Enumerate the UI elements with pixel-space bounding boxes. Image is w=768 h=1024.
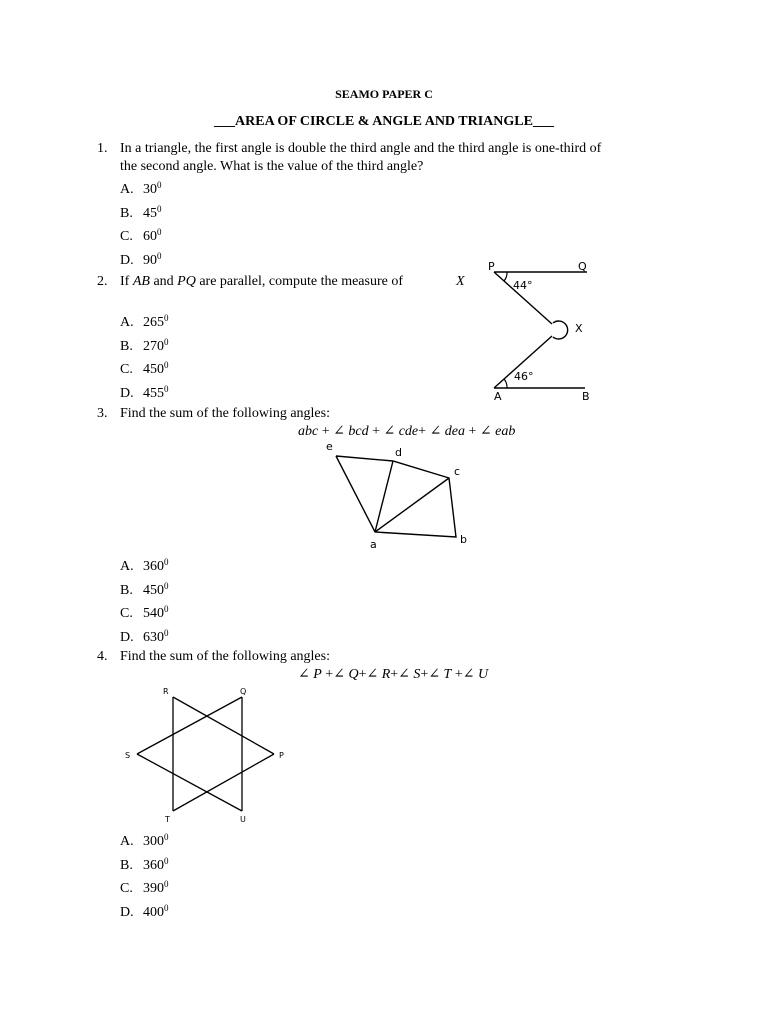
answer-options [120,828,169,922]
label-a: A [494,390,502,403]
paper-title: SEAMO PAPER C [335,87,433,101]
label-r: R [163,687,169,696]
label-u: U [240,815,246,824]
label-c: c [454,465,461,478]
label-46: 46° [514,370,534,383]
label-q: Q [578,260,587,273]
line-qs [137,697,242,754]
option-a[interactable]: A. $30^0$ [120,180,162,197]
question-text: If AB and PQ are parallel, compute the measure of [120,274,404,289]
angle-expression: ∠ P +∠ Q+∠ R+∠ S+∠ T +∠ U [298,667,489,682]
label-e: e [326,440,333,453]
label-b: b [460,533,467,546]
label-s: S [125,751,131,760]
label-t: T [165,815,170,824]
label-p: P [279,751,284,760]
label-b: B [582,390,590,403]
label-p: P [488,260,495,273]
variable-x: X [456,274,465,289]
question-number: 4. [97,649,108,664]
label-q: Q [240,687,247,696]
option-c[interactable]: C. $450^0$ [120,360,169,377]
label-44: 44° [513,279,533,292]
option-b[interactable]: B. $360^0$ [120,855,169,873]
question-number: 1. [97,141,108,156]
option-a[interactable]: A. $265^0$ [120,313,169,330]
option-a[interactable]: A. $300^0$ [120,832,169,849]
option-b[interactable]: B. $450^0$ [120,580,169,598]
question-text: Find the sum of the following angles: [120,649,330,664]
label-d: d [395,446,402,459]
question-text: Find the sum of the following angles: [120,406,330,421]
label-x: X [575,322,583,335]
question-text-line2: the second angle. What is the value of the third angle? [120,159,424,174]
line-su [137,754,242,811]
option-c[interactable]: C. $60^0$ [120,227,162,244]
option-b[interactable]: B. $270^0$ [120,336,169,354]
option-d[interactable]: D. $455^0$ [120,383,169,401]
question-text-line1: In a triangle, the first angle is double the third angle and the third angle is one-third of [120,141,602,156]
section-title: ___AREA OF CIRCLE & ANGLE AND TRIANGLE___ [214,114,554,129]
option-d[interactable]: D. $400^0$ [120,902,169,920]
option-c[interactable]: C. $540^0$ [120,604,169,621]
option-b[interactable]: B. $45^0$ [120,203,162,221]
label-a: a [370,538,377,551]
option-a[interactable]: A. $360^0$ [120,557,169,574]
question-number: 2. [97,274,108,289]
option-c[interactable]: C. $390^0$ [120,879,169,896]
option-d[interactable]: D. $90^0$ [120,250,162,268]
option-d[interactable]: D. $630^0$ [120,627,169,645]
angle-expression: abc + ∠ bcd + ∠ cde+ ∠ dea + ∠ eab [298,424,516,439]
question-number: 3. [97,406,108,421]
